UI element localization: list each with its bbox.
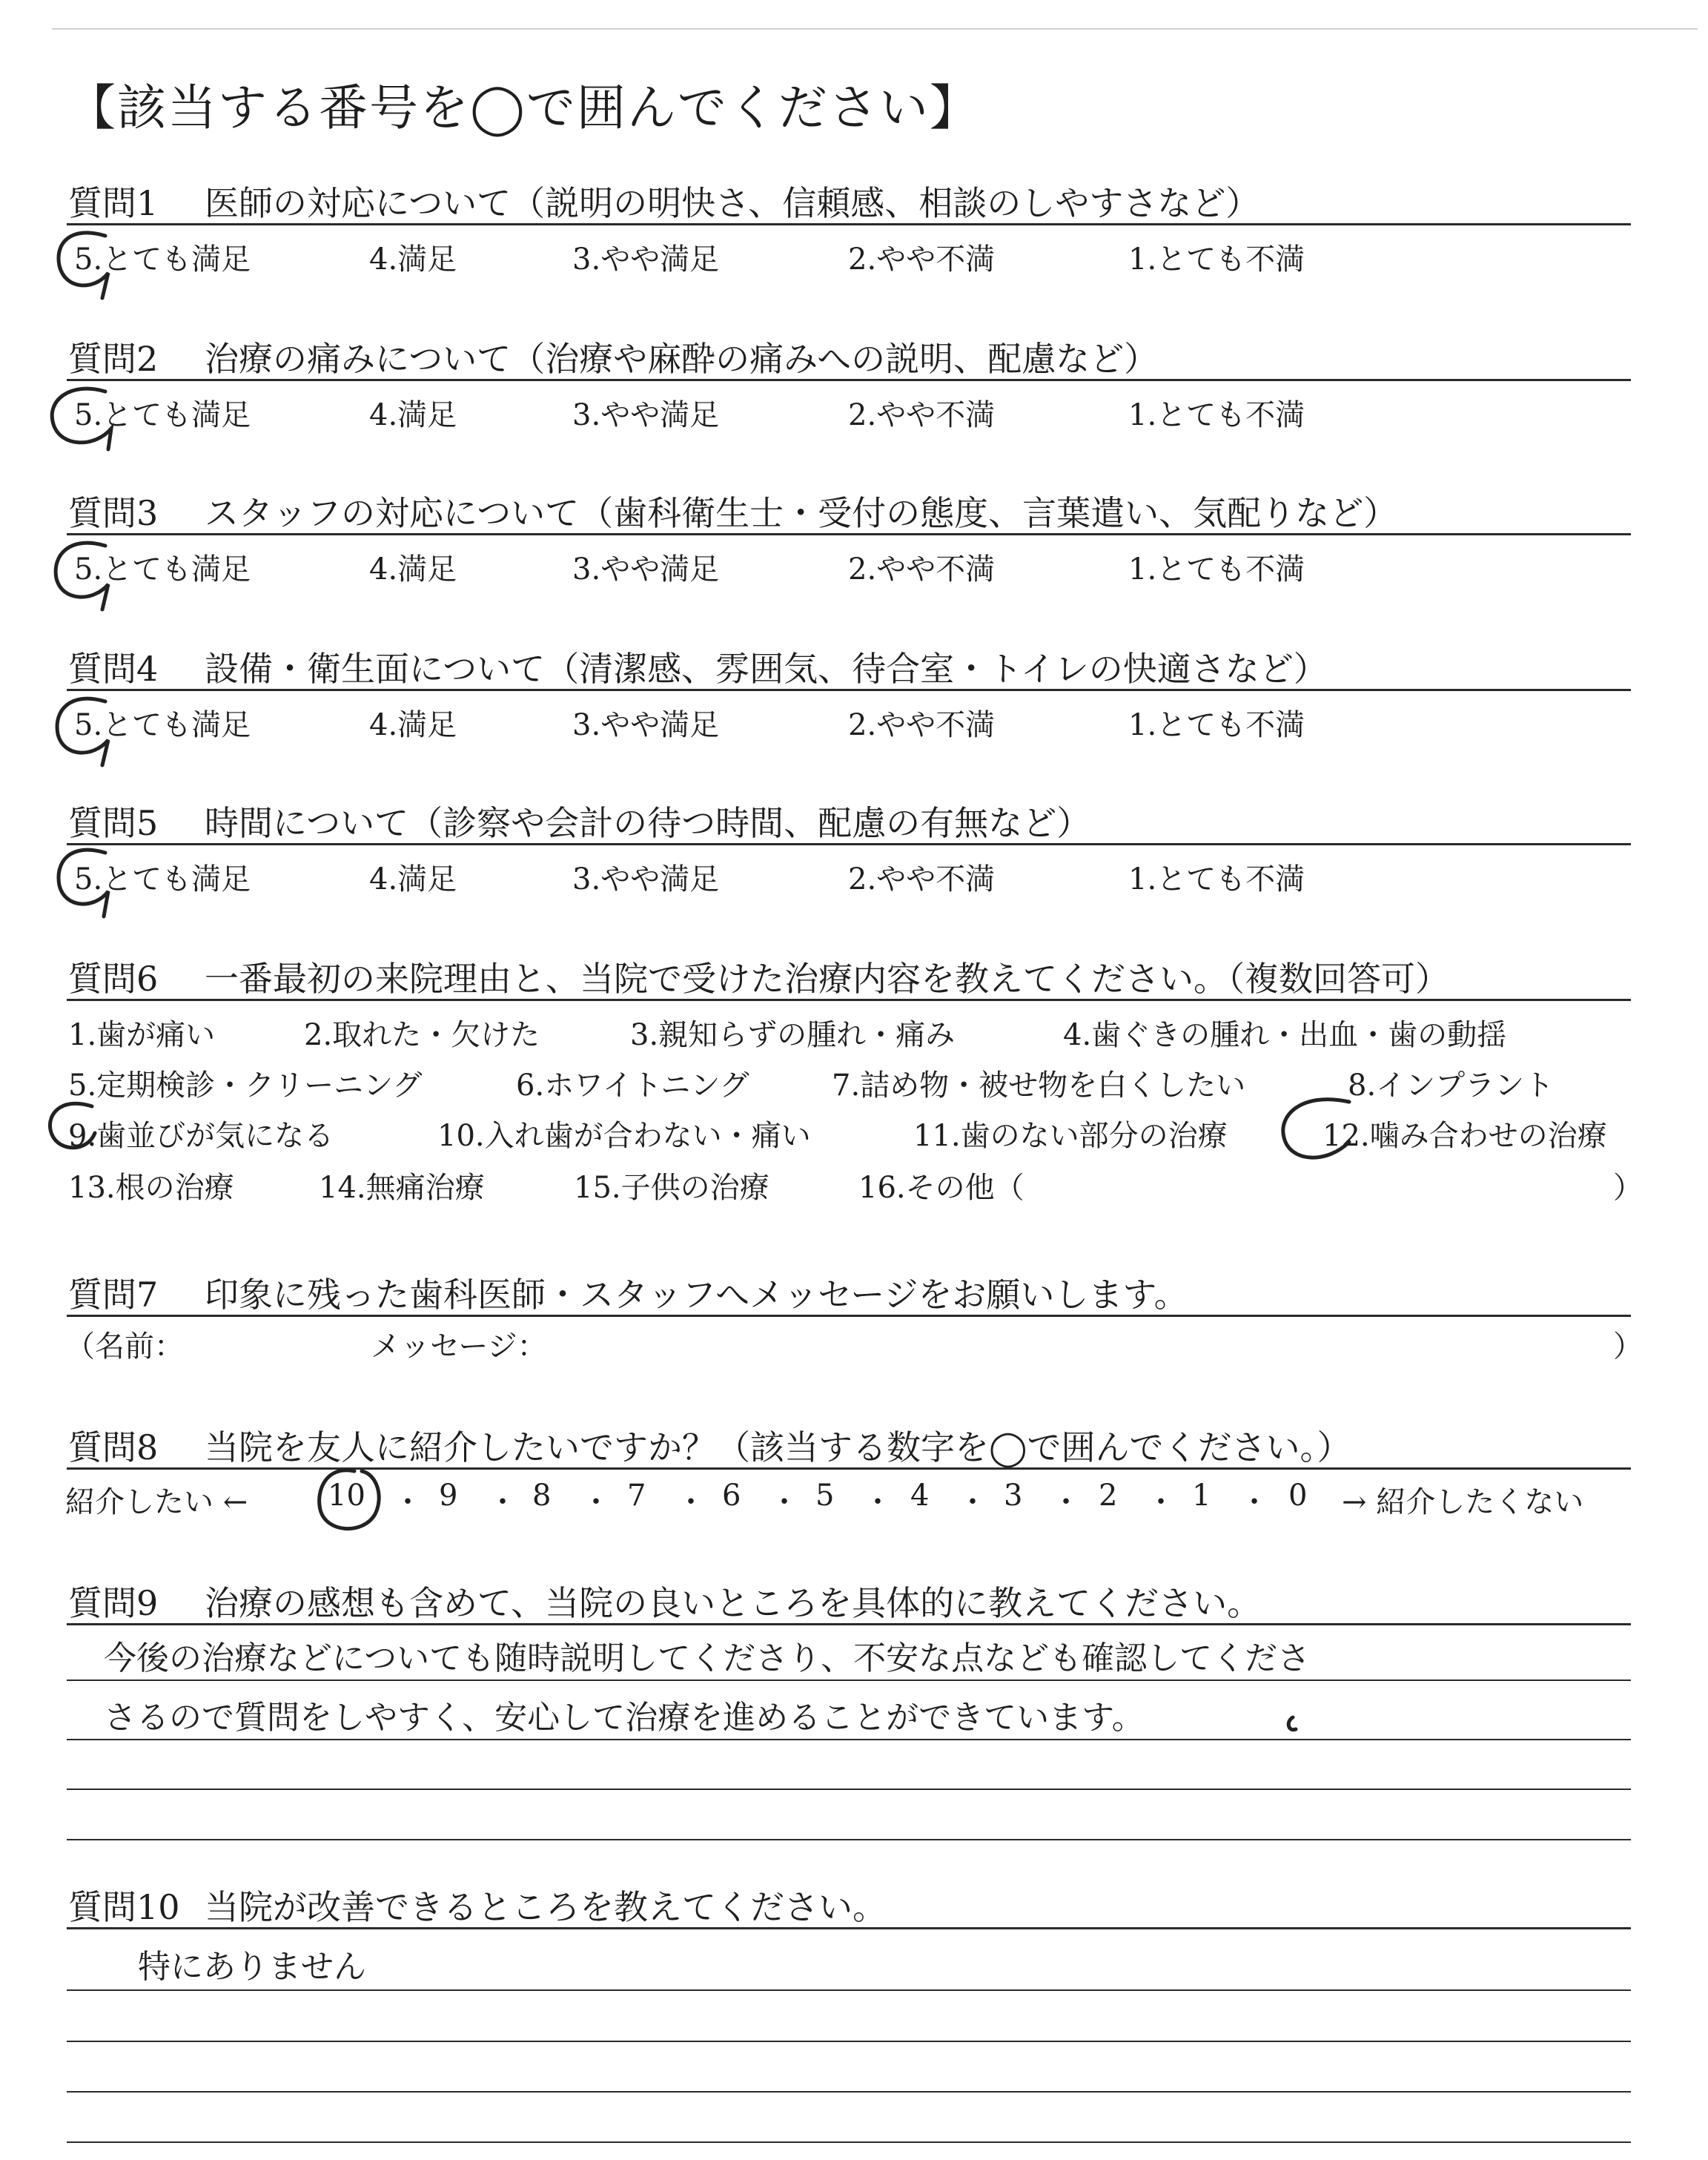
q8-dot: ・ <box>1051 1485 1081 1519</box>
question-10-number: 質問10 <box>68 1887 180 1927</box>
question-5-number: 質問5 <box>68 803 159 843</box>
question-2-text: 治療の痛みについて（治療や麻酔の痛みへの説明、配慮など） <box>205 339 1159 379</box>
q8-right-label: → 紹介したくない <box>1342 1485 1584 1519</box>
q4-selection-circle <box>57 698 108 765</box>
question-2-number: 質問2 <box>68 339 159 379</box>
q8-score-1[interactable]: 1 <box>1192 1479 1211 1513</box>
q8-dot: ・ <box>393 1485 423 1519</box>
q7-close-paren: ） <box>1613 1330 1643 1364</box>
q7-message-label: メッセージ： <box>371 1330 547 1364</box>
q8-score-10[interactable]: 10 <box>328 1479 365 1513</box>
question-8-text: 当院を友人に紹介したいですか？（該当する数字を◯で囲んでください。） <box>205 1427 1351 1467</box>
q6-option-10[interactable]: 10.入れ歯が合わない・痛い <box>437 1119 811 1153</box>
question-4-text: 設備・衛生面について（清潔感、雰囲気、待合室・トイレの快適さなど） <box>205 649 1328 689</box>
q2-option-5[interactable]: 5.とても満足 <box>74 398 251 432</box>
q2-option-4[interactable]: 4.満足 <box>369 398 457 432</box>
q6-option-2[interactable]: 2.取れた・欠けた <box>304 1018 540 1052</box>
q4-option-5[interactable]: 5.とても満足 <box>74 708 251 742</box>
q7-name-label: （名前： <box>65 1330 184 1364</box>
q6-option-13[interactable]: 13.根の治療 <box>68 1171 234 1205</box>
q9-period-mark <box>1288 1717 1296 1730</box>
question-10-text: 当院が改善できるところを教えてください。 <box>205 1887 887 1927</box>
question-7-text: 印象に残った歯科医師・スタッフへメッセージをお願いします。 <box>205 1275 1188 1315</box>
q6-option-9-circle <box>50 1103 95 1148</box>
q1-option-3[interactable]: 3.やや満足 <box>572 242 720 277</box>
q5-option-2[interactable]: 2.やや不満 <box>848 862 996 896</box>
q2-selection-circle <box>52 389 111 449</box>
q8-dot: ・ <box>1146 1485 1176 1519</box>
q8-dot: ・ <box>676 1485 706 1519</box>
question-3-text: スタッフの対応について（歯科衛生士・受付の態度、言葉遣い、気配りなど） <box>205 493 1398 533</box>
q4-option-2[interactable]: 2.やや不満 <box>848 708 996 742</box>
q6-option-5[interactable]: 5.定期検診・クリーニング <box>68 1069 423 1103</box>
q1-option-2[interactable]: 2.やや不満 <box>848 242 996 277</box>
q6-option-11[interactable]: 11.歯のない部分の治療 <box>913 1119 1228 1153</box>
q3-selection-circle <box>56 543 108 610</box>
q8-dot: ・ <box>488 1485 517 1519</box>
question-4-number: 質問4 <box>68 649 159 689</box>
q8-dot: ・ <box>769 1485 799 1519</box>
q5-option-1[interactable]: 1.とても不満 <box>1128 862 1305 896</box>
q3-option-4[interactable]: 4.満足 <box>369 552 457 587</box>
q9-answer-line-1[interactable]: 今後の治療などについても随時説明してくださり、不安な点なども確認してくださ <box>104 1639 1311 1677</box>
q1-option-4[interactable]: 4.満足 <box>369 242 457 277</box>
page-title: 【該当する番号を◯で囲んでください】 <box>67 79 980 136</box>
q8-score-7[interactable]: 7 <box>627 1479 646 1513</box>
q6-option-3[interactable]: 3.親知らずの腫れ・痛み <box>630 1018 956 1052</box>
q8-left-label: 紹介したい ← <box>65 1485 248 1519</box>
q8-score-10-circle <box>320 1470 380 1529</box>
q5-option-4[interactable]: 4.満足 <box>369 862 457 896</box>
question-1-text: 医師の対応について（説明の明快さ、信頼感、相談のしやすさなど） <box>205 183 1260 223</box>
q8-score-4[interactable]: 4 <box>910 1479 930 1513</box>
q3-option-1[interactable]: 1.とても不満 <box>1128 552 1305 587</box>
q6-option-12-circle <box>1283 1100 1349 1157</box>
q3-option-2[interactable]: 2.やや不満 <box>848 552 996 587</box>
question-7-number: 質問7 <box>68 1275 159 1315</box>
q2-option-3[interactable]: 3.やや満足 <box>572 398 720 432</box>
question-9-number: 質問9 <box>68 1583 159 1623</box>
q8-score-9[interactable]: 9 <box>439 1479 458 1513</box>
q6-option-6[interactable]: 6.ホワイトニング <box>516 1069 749 1103</box>
q8-dot: ・ <box>958 1485 987 1519</box>
q5-option-3[interactable]: 3.やや満足 <box>572 862 720 896</box>
question-9-text: 治療の感想も含めて、当院の良いところを具体的に教えてください。 <box>205 1583 1262 1623</box>
q6-option-8[interactable]: 8.インプラント <box>1348 1069 1555 1103</box>
question-1-number: 質問1 <box>68 183 159 223</box>
q1-option-1[interactable]: 1.とても不満 <box>1128 242 1305 277</box>
q3-option-3[interactable]: 3.やや満足 <box>572 552 720 587</box>
q6-close-paren: ） <box>1613 1171 1643 1205</box>
q2-option-1[interactable]: 1.とても不満 <box>1128 398 1305 432</box>
q8-score-8[interactable]: 8 <box>532 1479 552 1513</box>
question-6-text: 一番最初の来院理由と、当院で受けた治療内容を教えてください。（複数回答可） <box>205 959 1449 999</box>
q5-selection-circle <box>59 850 108 916</box>
q8-score-6[interactable]: 6 <box>722 1479 741 1513</box>
q9-answer-line-2[interactable]: さるので質問をしやすく、安心して治療を進めることができています。 <box>104 1699 1145 1737</box>
q6-option-16[interactable]: 16.その他（ <box>858 1171 1025 1205</box>
q5-option-5[interactable]: 5.とても満足 <box>74 862 251 896</box>
q6-option-4[interactable]: 4.歯ぐきの腫れ・出血・歯の動揺 <box>1063 1018 1507 1052</box>
q8-dot: ・ <box>581 1485 611 1519</box>
q10-answer[interactable]: 特にありません <box>138 1948 366 1986</box>
q8-dot: ・ <box>863 1485 893 1519</box>
question-6-number: 質問6 <box>68 959 159 999</box>
q8-score-0[interactable]: 0 <box>1288 1479 1308 1513</box>
question-8-number: 質問8 <box>68 1427 159 1467</box>
q2-option-2[interactable]: 2.やや不満 <box>848 398 996 432</box>
q6-option-9[interactable]: 9.歯並びが気になる <box>68 1119 334 1153</box>
q8-score-2[interactable]: 2 <box>1099 1479 1118 1513</box>
q8-score-5[interactable]: 5 <box>815 1479 835 1513</box>
q8-dot: ・ <box>1239 1485 1269 1519</box>
q6-option-12[interactable]: 12.噛み合わせの治療 <box>1323 1119 1607 1153</box>
q6-option-15[interactable]: 15.子供の治療 <box>574 1171 769 1205</box>
question-5-text: 時間について（診察や会計の待つ時間、配慮の有無など） <box>205 803 1091 843</box>
q1-selection-circle <box>59 233 108 298</box>
q6-option-7[interactable]: 7.詰め物・被せ物を白くしたい <box>832 1069 1246 1103</box>
q4-option-1[interactable]: 1.とても不満 <box>1128 708 1305 742</box>
q6-option-1[interactable]: 1.歯が痛い <box>68 1018 216 1052</box>
q8-score-3[interactable]: 3 <box>1004 1479 1023 1513</box>
q1-option-5[interactable]: 5.とても満足 <box>74 242 251 277</box>
question-3-number: 質問3 <box>68 493 159 533</box>
q4-option-4[interactable]: 4.満足 <box>369 708 457 742</box>
q4-option-3[interactable]: 3.やや満足 <box>572 708 720 742</box>
q3-option-5[interactable]: 5.とても満足 <box>74 552 251 587</box>
q6-option-14[interactable]: 14.無痛治療 <box>319 1171 485 1205</box>
